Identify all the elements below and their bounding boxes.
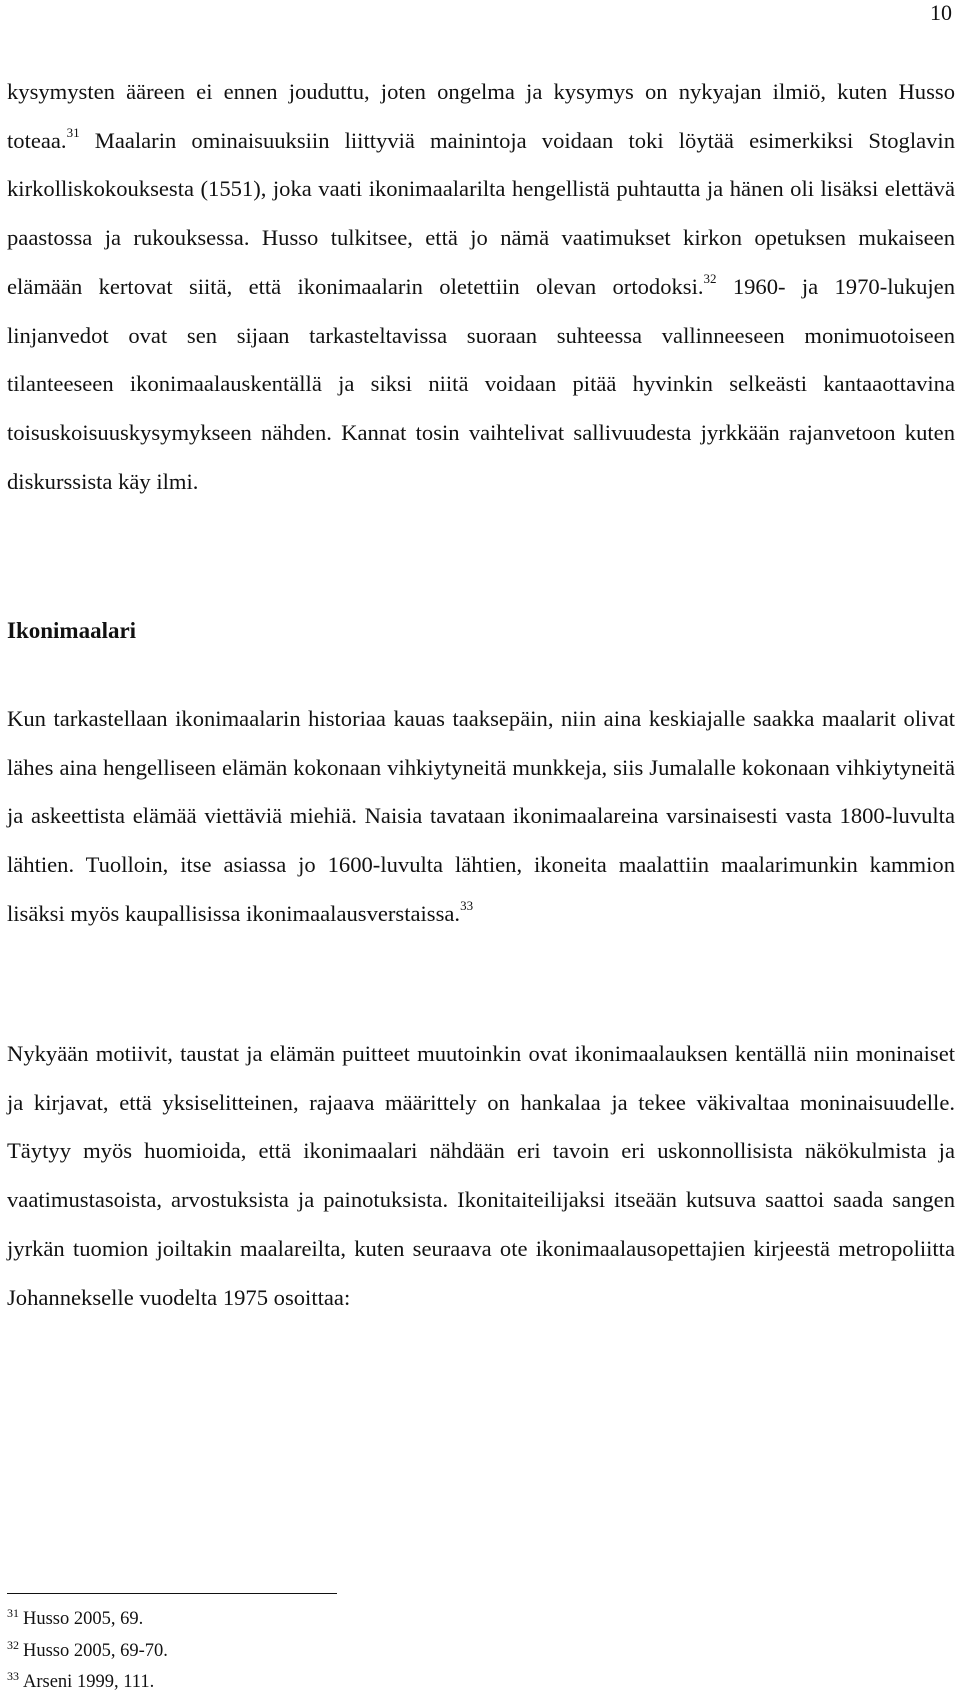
paragraph-1-text-a: kysymysten ääreen ei ennen jouduttu, joten ongelma ja kysymys on nykyajan ilmiö, kuten Husso toteaa.: [7, 79, 955, 153]
paragraph-1-text-b: Maalarin ominaisuuksiin liittyviä mainintoja voidaan toki löytää esimerkiksi Stoglavin kirkolliskokouksesta (1551), joka vaati ikonimaalarilta hengellistä puhtautta ja hänen oli lisäksi elettävä paastossa ja rukouksessa. Husso tulkitsee, että jo nämä vaatimukset kirkon opetuksen mukaiseen elämään kertovat siitä, että ikonimaalarin oletettiin olevan ortodoksi.: [7, 127, 955, 299]
paragraph-2: [7, 695, 955, 939]
footnotes: [7, 1604, 168, 1699]
footnote-text: Husso 2005, 69.: [23, 1609, 144, 1629]
footnote-text: Husso 2005, 69-70.: [23, 1640, 168, 1661]
page-content: [7, 68, 955, 1310]
footnote-33: [7, 1667, 168, 1699]
footnote-ref-33[interactable]: 33: [460, 897, 474, 913]
footnote-number: 33: [7, 1669, 19, 1683]
footnote-32: [7, 1636, 168, 1668]
section-heading: Ikonimaalari: [7, 618, 137, 643]
footnote-ref-32[interactable]: 32: [703, 270, 717, 286]
paragraph-2-text: Kun tarkastellaan ikonimaalarin historiaa kauas taaksepäin, niin aina keskiajalle saakka maalarit olivat lähes aina hengelliseen elämän kokonaan vihkiytyneitä munkkeja, siis Jumalalle kokonaan vihkiytyneitä ja askeettista elämää viettäviä miehiä. Naisia tavataan ikonimaalareina varsinaisesti vasta 1800-luvulta lähtien. Tuolloin, itse asiassa jo 1600-luvulta lähtien, ikoneita maalattiin maalarimunkin kammion lisäksi myös kaupallisissa ikonimaalausverstaissa.: [7, 706, 955, 926]
paragraph-3: Nykyään motiivit, taustat ja elämän puitteet muutoinkin ovat ikonimaalauksen kentällä niin moninaiset ja kirjavat, että yksiselitteinen, rajaava määrittely on hankalaa ja tekee väkivaltaa moninaisuudelle. Täytyy myös huomioida, että ikonimaalari nähdään eri tavoin eri uskonnollisista näkökulmista ja vaatimustasoista, arvostuksista ja painotuksista. Ikonitaiteilijaksi itseään kutsuva saattoi saada sangen jyrkän tuomion joiltakin maalareilta, kuten seuraava ote ikonimaalausopettajien kirjeestä metropoliitta Johannekselle vuodelta 1975 osoittaa:: [7, 1041, 955, 1310]
page-number: 10: [930, 0, 952, 25]
paragraph-1-text-c: 1960- ja 1970-lukujen linjanvedot ovat sen sijaan tarkasteltavissa suoraan suhteessa vallinneeseen monimuotoiseen tilanteeseen ikonimaalauskentällä ja siksi niitä voidaan pitää hyvinkin selkeästi kantaaottavina toisuskoisuuskysymykseen nähden. Kannat tosin vaihtelivat sallivuudesta jyrkkään rajanvetoon kuten diskurssista käy ilmi.: [7, 273, 955, 494]
footnote-divider: [7, 1593, 337, 1594]
footnote-number: 32: [7, 1637, 19, 1652]
footnote-text: Arseni 1999, 111.: [23, 1672, 155, 1692]
footnote-31: [7, 1604, 168, 1636]
paragraph-1: [7, 68, 955, 506]
footnote-ref-31[interactable]: 31: [66, 124, 80, 140]
footnote-number: 31: [7, 1606, 19, 1620]
